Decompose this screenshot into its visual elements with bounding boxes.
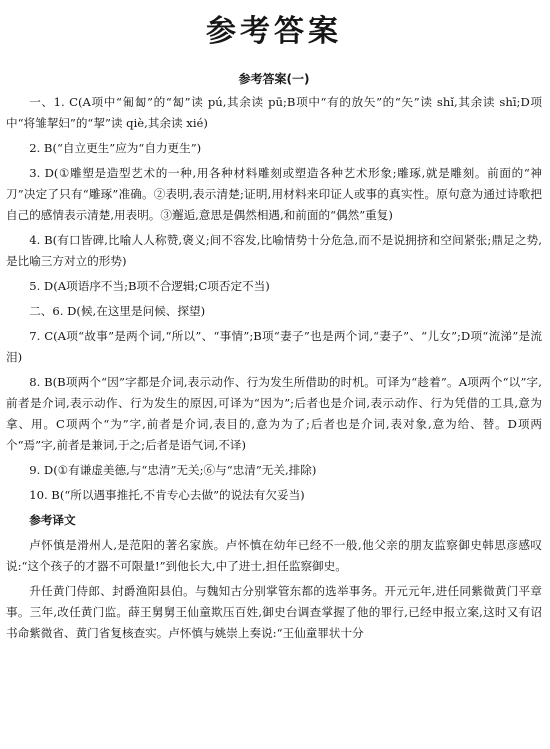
- translation-paragraph-2: 升任黄门侍郎、封爵渔阳县伯。与魏知古分别掌管东都的选举事务。开元元年,进任同紫微黄门平章事。三年,改任黄门监。薛王舅舅王仙童欺压百姓,御史台调查掌握了他的罪行,已经申报立案,这时又有诏书命紫微省、黄门省复核查实。卢怀慎与姚崇上奏说:“王仙童罪状十分: [6, 584, 542, 640]
- answer-item-10: 10. B(“所以遇事推托,不肯专心去做”的说法有欠妥当): [29, 488, 305, 502]
- answer-item-5: 5. D(A项语序不当;B项不合逻辑;C项否定不当): [29, 279, 270, 293]
- answer-item-4: 4. B(有口皆碑,比喻人人称赞,褒义;间不容发,比喻情势十分危急,而不是说拥挤和空间紧张;鼎足之势,是比喻三方对立的形势): [6, 233, 542, 268]
- answer-list: [6, 92, 542, 644]
- answer-item-8: 8. B(B项两个“因”字都是介词,表示动作、行为发生所借助的时机。可译为“趁着”。A项两个“以”字,前者是介词,表示动作、行为发生的原因,可译为“因为”;后者也是介词,表示动作、行为凭借的工具,意为拿、用。C项两个“为”字,前者是介词,表目的,意为为了;后者也是介词,表对象,意为给、替。D项两个“焉”字,前者是兼词,于之;后者是语气词,不译): [6, 375, 542, 452]
- translation-paragraph-1: 卢怀慎是滑州人,是范阳的著名家族。卢怀慎在幼年已经不一般,他父亲的朋友监察御史韩思彦感叹说:“这个孩子的才器不可限量!”到他长大,中了进士,担任监察御史。: [6, 538, 542, 573]
- answer-item-2: 2. B(“自立更生”应为“自力更生”): [29, 141, 202, 155]
- answer-item-7: 7. C(A项“故事”是两个词,“所以”、“事情”;B项“妻子”也是两个词,“妻子”、“儿女”;D项“流涕”是流泪): [6, 329, 542, 364]
- translation-heading: 参考译文: [29, 513, 76, 527]
- answer-item-3: 3. D(①雕塑是造型艺术的一种,用各种材料雕刻或塑造各种艺术形象;雕琢,就是雕刻。前面的“神刀”决定了只有“雕琢”准确。②表明,表示清楚;证明,用材料来印证人或事的真实性。原句意为通过诗歌把自己的感情表示清楚,用表明。③邂逅,意思是偶然相遇,和前面的“偶然”重复): [6, 166, 542, 222]
- answer-item-9: 9. D(①有谦虚美德,与“忠清”无关;⑥与“忠清”无关,排除): [29, 463, 317, 477]
- page-title: 参考答案: [206, 14, 342, 49]
- section-title: 参考答案(一): [238, 72, 310, 86]
- answer-item-6: 二、6. D(候,在这里是问候、探望): [29, 304, 206, 318]
- answer-item-1: 一、1. C(A项中“匍匐”的“匐”读 pú,其余读 pū;B项中“有的放矢”的“矢”读 shǐ,其余读 shī;D项中“将雏挈妇”的“挈”读 qiè,其余读 xié): [6, 95, 542, 130]
